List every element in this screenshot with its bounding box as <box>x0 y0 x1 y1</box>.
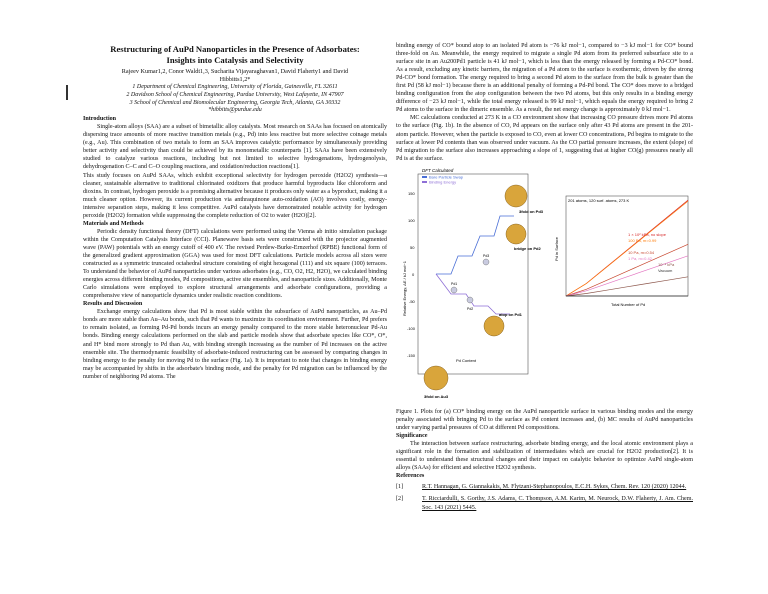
ytick: -150 <box>407 352 416 358</box>
authors-line-2: Hibbitts1,2* <box>219 76 251 83</box>
panel-b <box>554 196 688 307</box>
paper-title <box>83 44 387 66</box>
figure-caption <box>396 408 693 432</box>
particle-3fold-pd3-image <box>505 185 527 207</box>
title-line-1: Restructuring of AuPd Nanoparticles in the Presence of Adsorbates: <box>110 44 360 54</box>
results-continued-paragraph: binding energy of CO* bound atop to an isolated Pd atom is −76 kJ mol−1, compared to −3 kJ mol−1 for CO* bound three-fold on Au. Meanwhile, the energy required to migrate a single Pd atom from its preferred subsurface site to a surface site in an Au200Pd1 particle is 41 kJ mol−1, which is less than the energy released by forming a Pd-CO* bond. As a result, excluding any kinetic barriers, the migration of a Pd atom to the surface is exothermic, driven by the strong Pd-CO* bond formation. The energy required to bring a second Pd atom to the surface from the bulk is greater than the first Pd (58 kJ mol−1) because there is an additional penalty of forming a Pd-Pd bond. The CO* does move to a bridged binding configuration from the atop configuration between the two Pd atoms, but this only results in a binding energy difference of −23 kJ mol−1, while the total energy released is 99 kJ mol−1, which equals the energy required to bring 2 Pd atoms to the surface in the dimeric ensemble. As a result, the net energy change is approximately 0 kJ mol−1. <box>396 43 693 114</box>
legend-label-swap: Bare Particle Swap <box>429 174 464 180</box>
ytick: 100 <box>408 217 415 223</box>
pd3-label: Pd3 <box>483 253 490 258</box>
reference-list <box>396 483 693 513</box>
panel-b-xlabel: Total Number of Pd <box>611 301 646 307</box>
legend-entry: Vacuum <box>658 267 673 273</box>
legend-entry: 1 × 10² kPa, no slope <box>628 231 666 237</box>
panel-a-xlabel: Pd Content <box>456 357 477 363</box>
legend-label-binding: Binding Energy <box>429 179 457 185</box>
particle-3fold-au3-image <box>424 366 448 390</box>
label-atop-pd1: atop on Pd1 <box>499 311 522 317</box>
results-paragraph: Exchange energy calculations show that Pd is most stable within the subsurface of AuPd nanoparticles, as Au–Pd bonds are more stable than Au–Au bonds, such that Pd wants to maximize its coordination environment. Further, Pd prefers to remain isolated, as forming Pd-Pd bonds incurs an energy penalty compared to the more stable heteronuclear Pd-Au bonds. Binding energy calculations performed on the slab and particle models show that adsorbate species like CO*, O*, and H* bind more strongly to Pd than Au, with binding strength increasing as the number of Pd increases on the active ensemble site. The thermodynamic feasibility of adsorbate-induced restructuring can be assessed by comparing changes in binding energy to the penalty for moving Pd to the surface (Fig. 1a). It is important to note that changes in binding energy may be accompanied by shifts in the adsorbate's binding mode, and the penalty for Pd migration can be influenced by the number of neighboring Pd atoms. The <box>83 309 387 380</box>
reference-item <box>396 483 693 492</box>
affiliation-2: 2 Davidson School of Chemical Engineering, Purdue University, West Lafayette, IN 47907 <box>126 91 344 98</box>
title-line-2: Insights into Catalysis and Selectivity <box>166 55 304 65</box>
margin-bar <box>66 85 68 100</box>
mc-paragraph: MC calculations conducted at 273 K in a CO environment show that increasing CO pressure drives more Pd atoms to the surface (Fig. 1b). In the absence of CO, Pd appears on the surface only after 43 Pd atoms are present in the 201-atom particle. However, when the particle is exposed to CO, even at lower CO concentrations, Pd begins to migrate to the surface at lower Pd contents than was observed under vacuum. As the CO partial pressure increases, the extent (slope) of Pd migration to the surface also increases approaching a slope of 1, suggesting that at higher CO(g) pressures nearly all Pd is at the surface. <box>396 115 693 162</box>
label-3fold-au3: 3fold on Au3 <box>424 393 449 399</box>
ytick: -50 <box>409 298 415 304</box>
intro-paragraph-1: Single-atom alloys (SAA) are a subset of bimetallic alloy catalysts. Most research on SAAs has focused on atomically dispersing trace amounts of more reactive transition metals (e.g., Pd) into less reactive but more selective coinage metals (e.g., Au). This combination of two metals to form an SAA improves catalytic performance by simultaneously providing better activity and selectivity than could be achieved by its monometallic counterparts [1]. SAAs have been extensively studied to catalyze various reactions, including but not limited to selective hydrogenations, hydrogenolysis, dehydrogenation C–C and C–O coupling reactions, and oxidation/reduction reactions[1]. <box>83 124 387 171</box>
label-bridge-pd2: bridge on Pd2 <box>514 245 541 251</box>
legend-swatch-swap <box>422 176 427 178</box>
reference-number: [2] <box>396 495 404 502</box>
reference-item <box>396 495 693 513</box>
legend-swatch-binding <box>422 181 427 183</box>
particle-bridge-pd2-image <box>506 224 526 244</box>
pd1-marker <box>451 287 457 293</box>
legend-entry: 10 Pa, m=0.54 <box>628 249 655 255</box>
author-list <box>83 68 387 84</box>
pd2-label: Pd2 <box>467 306 474 311</box>
intro-paragraph-2: This study focuses on AuPd SAAs, which exhibit exceptional selectivity for hydrogen peroxide (H2O2) synthesis—a cleaner, sustainable alternative to traditional chlorinated oxidizers that produce harmful byproducts like chloroform and dioxins. In contrast, hydrogen peroxide is a promising alternative because it produces only water as a byproduct, making it a much cleaner option. However, its current production via anthraquinone auto-oxidation (AO) involves costly, energy-intensive separation steps, making it less competitive. AuPd catalysts have demonstrated notable activity for hydrogen peroxide (H2O2) formation while suppressing the complete reduction of O2 to water (H2O)[2]. <box>83 172 387 219</box>
panel-b-frame <box>566 196 688 296</box>
reference-link[interactable]: R.T. Hannagan, G. Giannakakis, M. Flytzani-Stephanopoulos, E.C.H. Sykes, Chem. Rev. 120 (2020) 12044. <box>422 483 687 490</box>
affiliation-3: 3 School of Chemical and Biomolecular Engineering, Georgia Tech, Atlanta, GA 30332 <box>129 99 341 106</box>
significance-paragraph: The interaction between surface restructuring, adsorbate binding energy, and the local atomic environment plays a significant role in the formation and stabilization of intermediates which are crucial for H2O2 production[2]. It is essential to understand these structural changes and their impact on catalytic behavior to optimize AuPd single-atom alloys (SAAs) for efficient and selective H2O2 synthesis. <box>396 440 693 471</box>
panel-a-yticks <box>407 191 416 358</box>
figure-1 <box>396 166 693 406</box>
legend-entry: 1 Pa, m=0.42 <box>628 255 652 261</box>
ytick: -100 <box>407 325 416 331</box>
panel-b-ylabel: Pd in Surface <box>554 236 559 261</box>
methods-heading: Materials and Methods <box>83 220 144 227</box>
panel-a <box>402 168 544 399</box>
legend-entry: 10⁻⁴ kPa <box>658 261 675 267</box>
results-heading: Results and Discussion <box>83 301 143 308</box>
panel-b-title: 201 atoms, 120 surf. atoms, 273 K <box>568 197 630 203</box>
intro-heading: Introduction <box>83 116 117 123</box>
affiliation-1: 1 Department of Chemical Engineering, University of Florida, Gainesville, FL 32611 <box>132 84 338 90</box>
caption-text: Figure 1. Plots for (a) CO* binding energy on the AuPd nanoparticle surface in various binding modes and the energy penalty associated with bringing Pd to the surface as Pd content increases and, (b) MC results of AuPd nanoparticles under varying partial pressures of CO at different Pd compositions. <box>396 408 693 431</box>
legend-entry: 100 Pa, m=0.99 <box>628 237 657 243</box>
ytick: 0 <box>412 271 415 277</box>
significance-heading: Significance <box>396 432 428 439</box>
ytick: 50 <box>410 244 415 250</box>
label-3fold-pd3: 3fold on Pd3 <box>519 208 543 214</box>
particle-atop-pd1-image <box>484 316 504 336</box>
authors-line-1: Rajeev Kumar1,2, Conor Waldt1,3, Sucharita Vijayaraghavan1, David Flaherty1 and David <box>121 68 349 75</box>
pd1-label: Pd1 <box>451 281 458 286</box>
right-column <box>396 42 693 513</box>
panel-a-legend-title: DFT Calculated <box>422 167 454 173</box>
pd3-marker <box>483 259 489 265</box>
left-column <box>83 44 387 381</box>
reference-number: [1] <box>396 483 404 490</box>
pd2-marker <box>467 297 473 303</box>
panel-a-ylabel: Relative Energy, ΔE / kJ mol−1 <box>402 260 407 316</box>
contact-email: *hibbitts@purdue.edu <box>208 107 262 114</box>
figure-1-graphic <box>396 166 693 406</box>
references-heading: References <box>396 472 425 479</box>
ytick: 150 <box>408 190 415 196</box>
methods-paragraph: Periodic density functional theory (DFT) calculations were performed using the Vienna ab initio simulation package within the Computation Catalysis Interface (CCI). Planewave basis sets were constructed with the projector augmented wave (PAW) potentials with an energy cutoff of 400 eV. The revised Perdew-Burke-Ernzerhof (RPBE) functional form of the generalized gradient approximation (GGA) was used for most DFT calculations. Particle models across all sizes were constructed as a symmetric truncated octahedral structure consisting of eight hexagonal (111) and six square (100) terraces. To understand the behavior of AuPd nanoparticles under various adsorbates (e.g., CO, O2, H2, H2O), we calculated binding energies across different binding modes, Pd compositions, active site ensembles, and nanoparticle sizes. Additionally, Monte Carlo simulations were employed to explore structural arrangements and adsorbate configurations, providing a comprehensive view of nanoparticle dynamics under realistic reaction conditions. <box>83 228 387 300</box>
reference-link[interactable]: T. Ricciardulli, S. Gorthy, J.S. Adams, C. Thompson, A.M. Karim, M. Neurock, D.W. Flaherty, J. Am. Chem. Soc. 143 (2021) 5445. <box>422 495 693 511</box>
